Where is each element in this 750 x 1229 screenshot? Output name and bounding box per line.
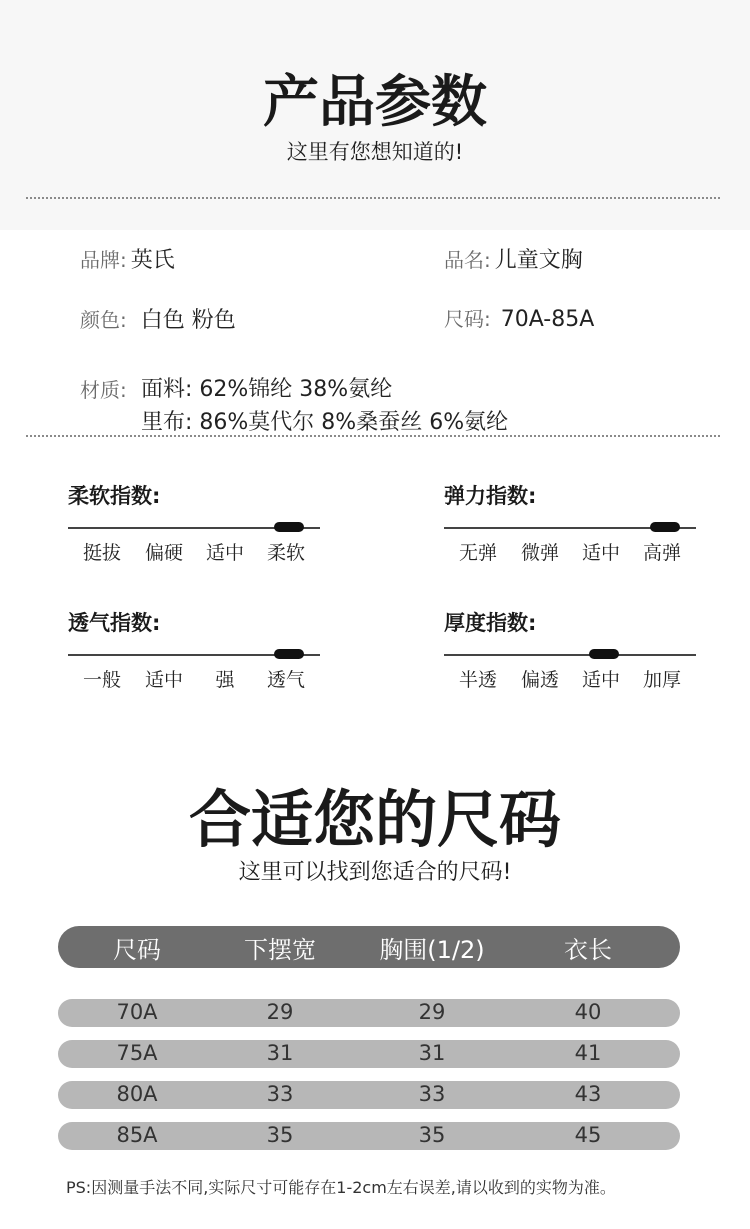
size-value: 70A-85A [500,307,595,332]
size-table-header-cell: 衣长 [564,936,612,964]
size-label: 尺码: [444,307,491,331]
breathability-index-option: 一般 [82,669,121,691]
product-params-subtitle: 这里有您想知道的! [286,140,464,164]
size-table-cell: 70A [116,1000,158,1024]
softness-index-option: 适中 [205,542,244,564]
elasticity-index-option: 适中 [581,542,620,564]
color-field [80,303,236,334]
size-table-header-cell: 下摆宽 [244,936,316,964]
size-table-cell: 35 [418,1123,446,1147]
size-section-subtitle: 这里可以找到您适合的尺码! [238,860,512,885]
size-section-title: 合适您的尺码 [188,783,561,856]
elasticity-index-option: 无弹 [458,542,497,564]
size-table-cell: 75A [116,1041,158,1065]
elasticity-index-option: 高弹 [642,542,681,564]
elasticity-index-option: 微弹 [520,542,559,564]
material-line-2: 里布: 86%莫代尔 8%桑蚕丝 6%氨纶 [141,410,509,435]
size-table-cell: 43 [574,1082,602,1106]
size-table-cell: 29 [266,1000,294,1024]
softness-index-knob [274,522,304,532]
name-field [444,243,583,274]
elasticity-index-knob [650,522,680,532]
elasticity-index-title: 弹力指数: [444,484,537,508]
softness-index-option: 柔软 [266,542,305,564]
size-table-cell: 80A [116,1082,158,1106]
thickness-index-option: 半透 [458,669,497,691]
thickness-index-title: 厚度指数: [444,611,537,635]
size-table-cell: 41 [574,1041,602,1065]
thickness-index-track [444,654,696,656]
brand-field [80,243,175,274]
divider [26,197,720,199]
size-table-cell: 33 [266,1082,294,1106]
size-table-header-cell: 尺码 [113,936,161,964]
thickness-index-knob [589,649,619,659]
thickness-index-option: 偏透 [520,669,559,691]
color-value: 白色 粉色 [140,308,236,333]
name-value: 儿童文胸 [494,248,583,273]
size-table-cell: 40 [574,1000,602,1024]
size-field [444,303,594,332]
size-table-cell: 35 [266,1123,294,1147]
material-label: 材质: [80,378,127,402]
softness-index-option: 偏硬 [144,542,183,564]
size-table-cell: 85A [116,1123,158,1147]
material-line-1: 面料: 62%锦纶 38%氨纶 [141,377,393,402]
material-label-wrap [80,374,131,403]
size-table-cell: 29 [418,1000,446,1024]
size-table-header-cell: 胸围(1/2) [379,936,485,964]
divider [26,435,720,437]
size-table-cell: 31 [418,1041,446,1065]
size-table-cell: 33 [418,1082,446,1106]
breathability-index-knob [274,649,304,659]
breathability-index-title: 透气指数: [68,611,161,635]
brand-label: 品牌: [80,248,127,272]
breathability-index-option: 强 [215,669,235,691]
breathability-index-option: 透气 [266,669,305,691]
name-label: 品名: [444,248,491,272]
softness-index-title: 柔软指数: [68,484,161,508]
color-label: 颜色: [80,308,127,332]
breathability-index-option: 适中 [144,669,183,691]
product-params-title: 产品参数 [263,70,487,135]
size-table-cell: 31 [266,1041,294,1065]
thickness-index-option: 加厚 [642,669,681,691]
measurement-note: PS:因测量手法不同,实际尺寸可能存在1-2cm左右误差,请以收到的实物为准。 [66,1178,616,1197]
thickness-index-option: 适中 [581,669,620,691]
brand-value: 英氏 [130,248,175,273]
size-table-cell: 45 [574,1123,602,1147]
softness-index-option: 挺拔 [82,542,121,564]
